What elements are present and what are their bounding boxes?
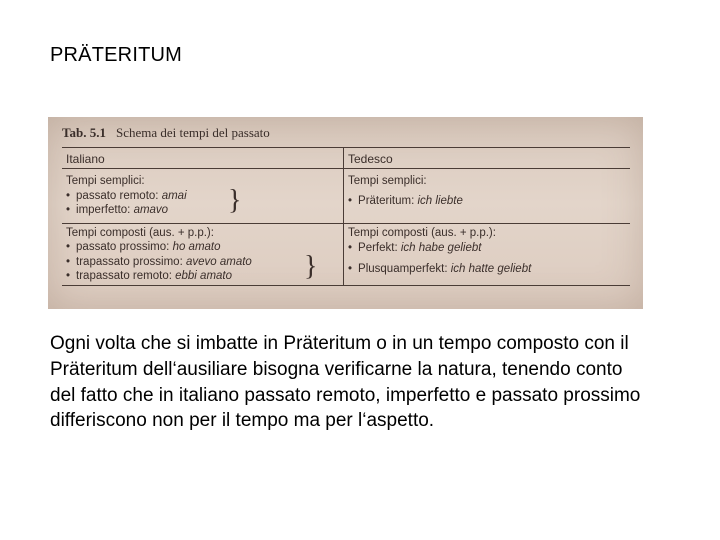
- tense-example: ebbi amato: [175, 270, 233, 282]
- table-number: Tab. 5.1: [62, 125, 106, 140]
- bullet: •: [66, 270, 71, 282]
- body-paragraph: Ogni volta che si imbatte in Präteritum o in un tempo composto con il Präteritum dell‘ausiliare bisogna verificarne la natura, tenendo conto del fatto che in italiano passato remoto, imperfetto e passato prossimo differiscono non per il tempo ma per l‘aspetto.: [50, 333, 641, 432]
- table-caption: [62, 125, 270, 141]
- table-rule-middle: [62, 223, 630, 224]
- tense-label: passato remoto:: [76, 190, 159, 202]
- table-rule-top: [62, 147, 630, 148]
- table-column-divider: [343, 147, 344, 285]
- table-photo: [48, 117, 643, 309]
- list-item: [66, 270, 232, 282]
- tense-label: imperfetto:: [76, 204, 131, 216]
- list-item: [66, 190, 187, 202]
- bullet: •: [66, 256, 71, 268]
- tense-example: ich liebte: [417, 195, 463, 207]
- list-item: [348, 242, 481, 254]
- tense-example: ho amato: [172, 241, 221, 253]
- tense-example: amavo: [133, 204, 169, 216]
- tense-example: amai: [161, 190, 187, 202]
- table-caption-text: Schema dei tempi del passato: [115, 125, 270, 140]
- list-item: [66, 241, 221, 253]
- tense-label: Plusquamperfekt:: [358, 263, 448, 275]
- brace-compound: }: [304, 251, 318, 282]
- tense-label: trapassato remoto:: [76, 270, 172, 282]
- compound-heading-it: Tempi composti (aus. + p.p.):: [66, 227, 214, 239]
- bullet: •: [66, 190, 71, 202]
- header-italiano: Italiano: [66, 152, 105, 166]
- table-rule-bottom: [62, 285, 630, 286]
- simple-heading-it: Tempi semplici:: [66, 175, 145, 187]
- bullet: •: [348, 242, 353, 254]
- tense-example: ich habe geliebt: [400, 242, 482, 254]
- bullet: •: [66, 204, 71, 216]
- tense-label: trapassato prossimo:: [76, 256, 183, 268]
- table-rule-header: [62, 168, 630, 169]
- tense-label: passato prossimo:: [76, 241, 170, 253]
- header-tedesco: Tedesco: [348, 152, 393, 166]
- simple-heading-de: Tempi semplici:: [348, 175, 427, 187]
- list-item: [66, 256, 252, 268]
- list-item: [348, 263, 531, 275]
- tense-label: Perfekt:: [358, 242, 398, 254]
- slide-title: PRÄTERITUM: [50, 44, 182, 66]
- list-item: [348, 195, 463, 207]
- tense-example: ich hatte geliebt: [450, 263, 532, 275]
- bullet: •: [348, 263, 353, 275]
- tense-example: avevo amato: [185, 256, 252, 268]
- brace-simple: }: [228, 185, 242, 216]
- compound-heading-de: Tempi composti (aus. + p.p.):: [348, 227, 496, 239]
- bullet: •: [348, 195, 353, 207]
- bullet: •: [66, 241, 71, 253]
- tense-label: Präteritum:: [358, 195, 415, 207]
- list-item: [66, 204, 168, 216]
